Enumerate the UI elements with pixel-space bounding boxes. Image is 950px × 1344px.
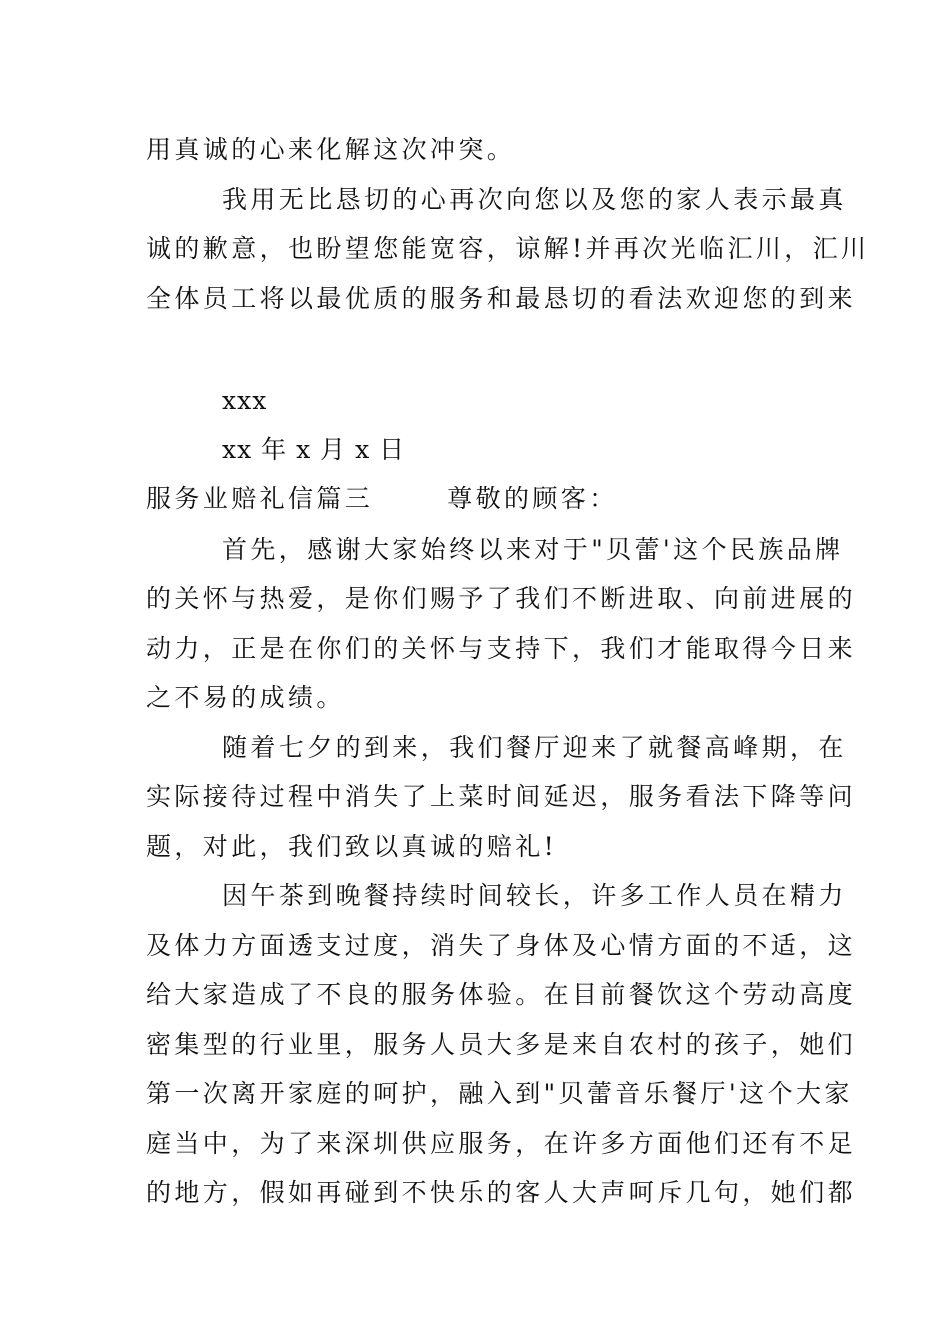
text-line: 用真诚的心来化解这次冲突。 [146,135,516,164]
text-line: 动力，正是在你们的关怀与支持下，我们才能取得今日来 [146,634,857,663]
text-line: 的关怀与热爱，是你们赐予了我们不断进取、向前进展的 [146,584,857,613]
signature-name: xxx [222,386,268,415]
text-line: 庭当中，为了来深圳供应服务，在许多方面他们还有不足 [146,1129,857,1158]
text-line: 第一次离开家庭的呵护，融入到"贝蕾音乐餐厅'这个大家 [146,1079,853,1108]
paragraph-start: 因午茶到晚餐持续时间较长，许多工作人员在精力 [222,881,847,910]
paragraph-start: 首先，感谢大家始终以来对于"贝蕾'这个民族品牌 [222,535,844,564]
text-line: 的地方，假如再碰到不快乐的客人大声呵斥几句，她们都 [146,1178,857,1207]
text-line: 全体员工将以最优质的服务和最恳切的看法欢迎您的到来 [146,284,857,313]
text-line: 诚的歉意，也盼望您能宽容，谅解!并再次光临汇川，汇川 [146,234,870,263]
section-heading-line [146,484,618,514]
paragraph-start: 我用无比恳切的心再次向您以及您的家人表示最真 [222,185,847,214]
text-line: 及体力方面透支过度，消失了身体及心情方面的不适，这 [146,931,857,960]
signature-date: xx 年 x 月 x 日 [222,435,406,464]
text-line: 实际接待过程中消失了上菜时间延迟，服务看法下降等问 [146,782,857,811]
text-line: 题，对此，我们致以真诚的赔礼! [146,832,558,861]
section-title: 服务业赔礼信篇三 [146,484,374,513]
text-line: 之不易的成绩。 [146,683,345,712]
text-line: 密集型的行业里，服务人员大多是来自农村的孩子，她们 [146,1030,857,1059]
text-line: 给大家造成了不良的服务体验。在目前餐饮这个劳动高度 [146,980,857,1009]
paragraph-start: 随着七夕的到来，我们餐厅迎来了就餐高峰期，在 [222,733,847,762]
salutation: 尊敬的顾客： [447,484,618,513]
